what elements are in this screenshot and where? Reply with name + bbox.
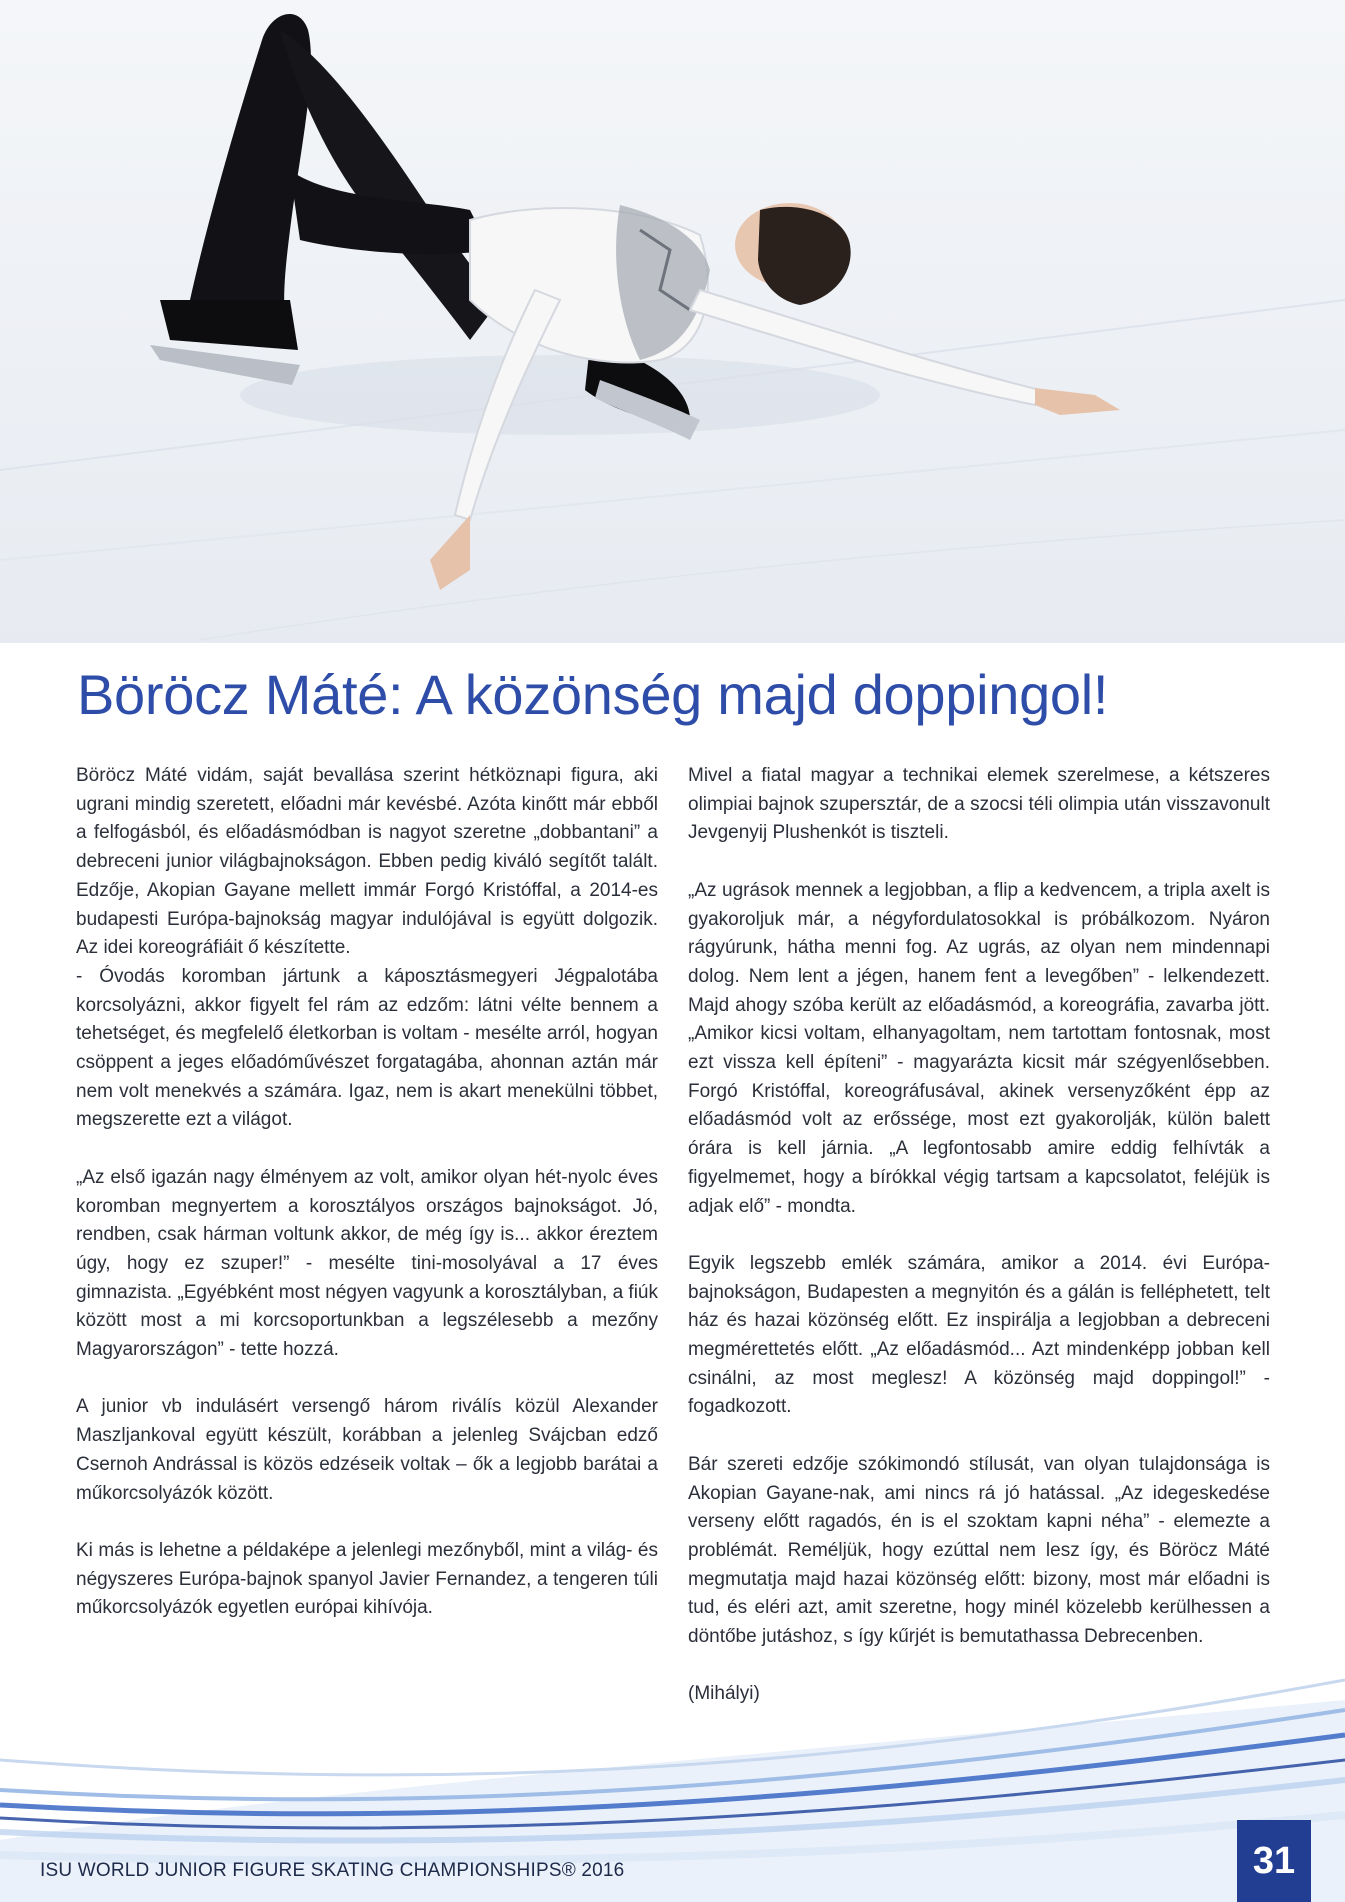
paragraph: „Az ugrások mennek a legjobban, a flip a kedvencem, a tripla axelt is gyakoroljuk már, a négyfordulatosokkal is próbálkozom. Nyáron rágyúrunk, hátha menni fog. Az ugrás, az olyan nem mindennapi dolog. Nem lent a jégen, hanem fent a levegőben” - lelkendezett. Majd ahogy szóba került az előadásmód, a koreográfia, zavarba jött. „Amikor kicsi voltam, elhanyagoltam, nem tartottam fontosnak, most ezt vissza kell építeni” - magyarázta kicsit már szégyenlősebben. Forgó Kristóffal, koreográfusával, akinek versenyzőként épp az előadásmód volt az erőssége, most ezt gyakorolják, külön balett órára is kell járnia. „A legfontosabb amire eddig felhívták a figyelmemet, hogy a bírókkal végig tartsam a kapcsolatot, feléjük is adjak elő” - mondta. xyxy=(688,879,1270,1217)
author-signature: (Mihályi) xyxy=(688,1683,760,1705)
left-column xyxy=(76,762,658,1623)
paragraph: A junior vb indulásért versengő három riválís közül Alexander Maszljankoval együtt készült, korábban a jelenleg Svájcban edző Csernoh Andrással is közös edzéseik voltak – ők a legjobb barátai a műkorcsolyázók között. xyxy=(76,1396,658,1504)
article-title: Böröcz Máté: A közönség majd doppingol! xyxy=(77,663,1109,726)
paragraph: Böröcz Máté vidám, saját bevallása szerint hétköznapi figura, aki ugrani mindig szeretett, előadni már kevésbé. Azóta kinőtt már ebből a felfogásból, és előadásmódban is nagyot szeretne „dobbantani” a debreceni junior világbajnokságon. Ebben pedig kiváló segítőt talált. Edzője, Akopian Gayane mellett immár Forgó Kristóffal, a 2014-es budapesti Európa-bajnokság magyar indulójával is együtt dolgozik. Az idei koreográfiáit ő készítette. xyxy=(76,765,658,959)
paragraph: Egyik legszebb emlék számára, amikor a 2014. évi Európa-bajnokságon, Budapesten a megnyitón és a gálán is felléphetett, telt ház és hazai közönség előtt. Ez inspirálja a legjobban a debreceni megmérettetés előtt. „Az előadásmód... Azt mindenképp jobban kell csinálni, az most meglesz! A közönség majd doppingol!” - fogadkozott. xyxy=(688,1252,1270,1418)
paragraph: „Az első igazán nagy élményem az volt, amikor olyan hét-nyolc éves koromban megnyertem a korosztályos országos bajnokságot. Jó, rendben, csak hárman voltunk akkor, de még így is... akkor éreztem úgy, hogy ez szuper!” - mesélte tini-mosolyával a 17 éves gimnazista. „Egyébként most négyen vagyunk a korosztályban, a fiúk között most a mi korcsoportunkban a legszélesebb a mezőny Magyarországon” - tette hozzá. xyxy=(76,1166,658,1361)
paragraph: Ki más is lehetne a példaképe a jelenlegi mezőnyből, mint a világ- és négyszeres Európa-bajnok spanyol Javier Fernandez, a tengeren túli műkorcsolyázók egyetlen európai kihívója. xyxy=(76,1539,658,1619)
paragraph: Bár szereti edzője szókimondó stílusát, van olyan tulajdonsága is Akopian Gayane-nak, ami nincs rá jó hatással. „Az idegeskedése verseny előtt ragadós, én is el szoktam kapni néha” - elemezte a problémát. Reméljük, hogy ezúttal nem lesz így, és Böröcz Máté megmutatja majd hazai közönség előtt: bizony, most már előadni is tud, és eléri azt, amit szeretne, hogy minél közelebb kerülhessen a döntőbe jutáshoz, s így kűrjét is bemutathassa Debrecenben. xyxy=(688,1453,1270,1648)
page-number-badge: 31 xyxy=(1237,1820,1311,1902)
footer-event-title: ISU WORLD JUNIOR FIGURE SKATING CHAMPIONSHIPS® 2016 xyxy=(40,1860,625,1881)
right-column xyxy=(688,762,1270,1709)
skater-photo xyxy=(0,0,1345,643)
skater-illustration xyxy=(0,0,1345,643)
paragraph: - Óvodás koromban jártunk a káposztásmegyeri Jégpalotába korcsolyázni, akkor figyelt fel rám az edzőm: látni vélte bennem a tehetséget, és megfelelő életkorban is voltam - mesélte arról, hogyan csöppent a jeges előadóművészet forgatagába, ahonnan aztán már nem volt menekvés a számára. Igaz, nem is akart menekülni többet, megszerette ezt a világot. xyxy=(76,965,658,1131)
paragraph: Mivel a fiatal magyar a technikai elemek szerelmese, a kétszeres olimpiai bajnok szupersztár, de a szocsi téli olimpia után visszavonult Jevgenyij Plushenkót is tiszteli. xyxy=(688,765,1270,844)
